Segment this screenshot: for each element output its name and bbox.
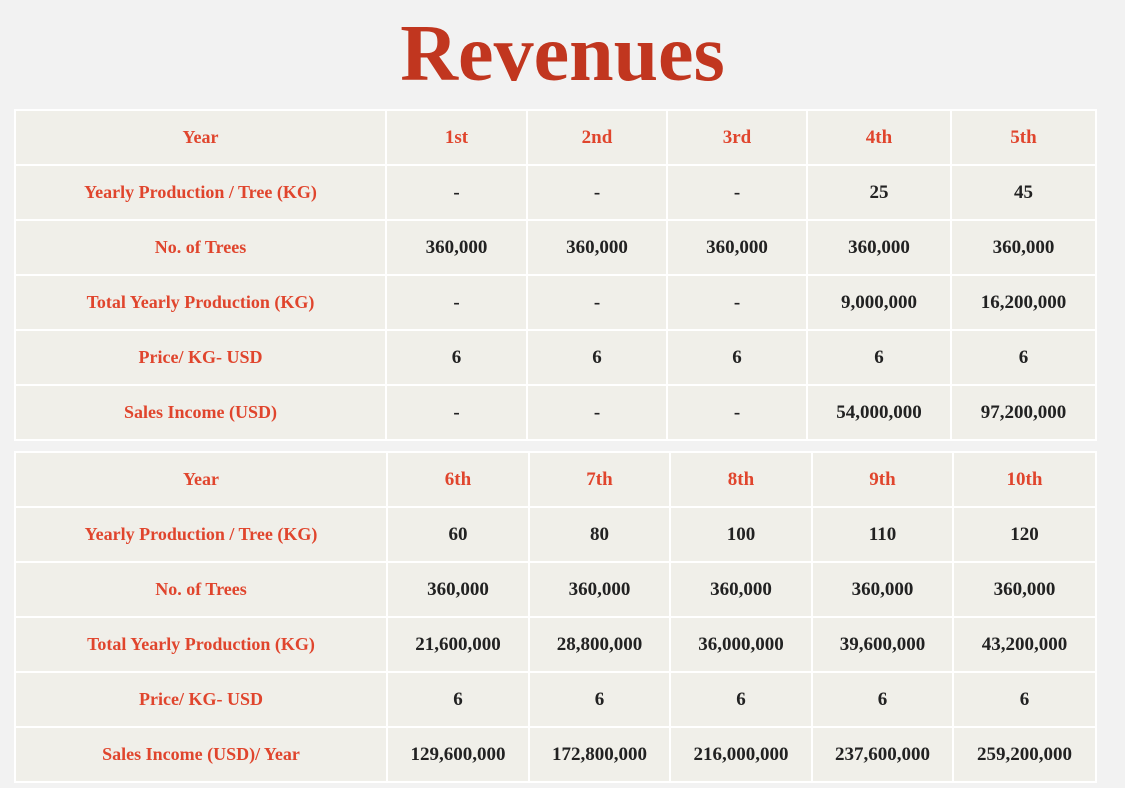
row-label-yearly-production-tree-kg: Yearly Production / Tree (KG) xyxy=(15,507,387,562)
table-cell: 6 xyxy=(667,330,807,385)
table-cell: 100 xyxy=(670,507,812,562)
table-row xyxy=(15,727,1096,782)
table-row xyxy=(15,617,1096,672)
year-header-cell: 1st xyxy=(386,110,527,165)
table-row xyxy=(15,330,1096,385)
row-label-sales-income-usd-year: Sales Income (USD)/ Year xyxy=(15,727,387,782)
row-label-yearly-production-tree-kg: Yearly Production / Tree (KG) xyxy=(15,165,386,220)
table-cell: 6 xyxy=(953,672,1096,727)
table-cell: - xyxy=(386,385,527,440)
year-header-cell: 5th xyxy=(951,110,1096,165)
table-cell: - xyxy=(527,385,667,440)
year-header-cell: 2nd xyxy=(527,110,667,165)
row-label-sales-income-usd: Sales Income (USD) xyxy=(15,385,386,440)
row-label-price-kg-usd: Price/ KG- USD xyxy=(15,672,387,727)
table-cell: 9,000,000 xyxy=(807,275,951,330)
table-cell: 6 xyxy=(387,672,529,727)
table-cell: 6 xyxy=(527,330,667,385)
row-label-no-of-trees: No. of Trees xyxy=(15,562,387,617)
table-cell: 360,000 xyxy=(807,220,951,275)
table-cell: - xyxy=(667,385,807,440)
row-label-no-of-trees: No. of Trees xyxy=(15,220,386,275)
table-cell: 360,000 xyxy=(387,562,529,617)
table-cell: 25 xyxy=(807,165,951,220)
table-cell: 216,000,000 xyxy=(670,727,812,782)
table-cell: 360,000 xyxy=(953,562,1096,617)
row-label-year: Year xyxy=(15,452,387,507)
table-cell: 360,000 xyxy=(386,220,527,275)
table-cell: 259,200,000 xyxy=(953,727,1096,782)
year-header-cell: 10th xyxy=(953,452,1096,507)
year-header-cell: 9th xyxy=(812,452,953,507)
table-cell: 360,000 xyxy=(529,562,670,617)
year-header-cell: 7th xyxy=(529,452,670,507)
table-cell: 60 xyxy=(387,507,529,562)
table-row xyxy=(15,220,1096,275)
table-cell: 120 xyxy=(953,507,1096,562)
row-label-total-yearly-production-kg: Total Yearly Production (KG) xyxy=(15,617,387,672)
table-row xyxy=(15,672,1096,727)
table-row xyxy=(15,275,1096,330)
year-header-cell: 8th xyxy=(670,452,812,507)
table-cell: 360,000 xyxy=(527,220,667,275)
row-label-year: Year xyxy=(15,110,386,165)
year-header-cell: 3rd xyxy=(667,110,807,165)
table-cell: - xyxy=(667,275,807,330)
table-cell: 6 xyxy=(386,330,527,385)
table-row xyxy=(15,507,1096,562)
table-header-row xyxy=(15,452,1096,507)
table-cell: - xyxy=(386,165,527,220)
table-cell: - xyxy=(667,165,807,220)
table-cell: 6 xyxy=(529,672,670,727)
table-cell: - xyxy=(386,275,527,330)
table-cell: 16,200,000 xyxy=(951,275,1096,330)
table-cell: 6 xyxy=(670,672,812,727)
table-cell: 237,600,000 xyxy=(812,727,953,782)
table-cell: 6 xyxy=(807,330,951,385)
table-cell: 360,000 xyxy=(951,220,1096,275)
table-cell: 129,600,000 xyxy=(387,727,529,782)
table-row xyxy=(15,165,1096,220)
table-cell: 110 xyxy=(812,507,953,562)
table-cell: 360,000 xyxy=(667,220,807,275)
table-row xyxy=(15,562,1096,617)
table-cell: 28,800,000 xyxy=(529,617,670,672)
table-cell: 80 xyxy=(529,507,670,562)
row-label-total-yearly-production-kg: Total Yearly Production (KG) xyxy=(15,275,386,330)
table-row xyxy=(15,385,1096,440)
table-cell: 36,000,000 xyxy=(670,617,812,672)
table-cell: 172,800,000 xyxy=(529,727,670,782)
table-cell: - xyxy=(527,165,667,220)
table-cell: - xyxy=(527,275,667,330)
page-title: Revenues xyxy=(400,10,725,98)
year-header-cell: 6th xyxy=(387,452,529,507)
table-cell: 6 xyxy=(951,330,1096,385)
revenue-table-years-1-5 xyxy=(14,109,1097,441)
table-header-row xyxy=(15,110,1096,165)
year-header-cell: 4th xyxy=(807,110,951,165)
table-cell: 54,000,000 xyxy=(807,385,951,440)
table-cell: 21,600,000 xyxy=(387,617,529,672)
table-cell: 6 xyxy=(812,672,953,727)
table-cell: 97,200,000 xyxy=(951,385,1096,440)
revenue-table-years-6-10 xyxy=(14,451,1097,783)
row-label-price-kg-usd: Price/ KG- USD xyxy=(15,330,386,385)
table-cell: 39,600,000 xyxy=(812,617,953,672)
table-cell: 360,000 xyxy=(812,562,953,617)
table-cell: 45 xyxy=(951,165,1096,220)
table-cell: 360,000 xyxy=(670,562,812,617)
table-cell: 43,200,000 xyxy=(953,617,1096,672)
